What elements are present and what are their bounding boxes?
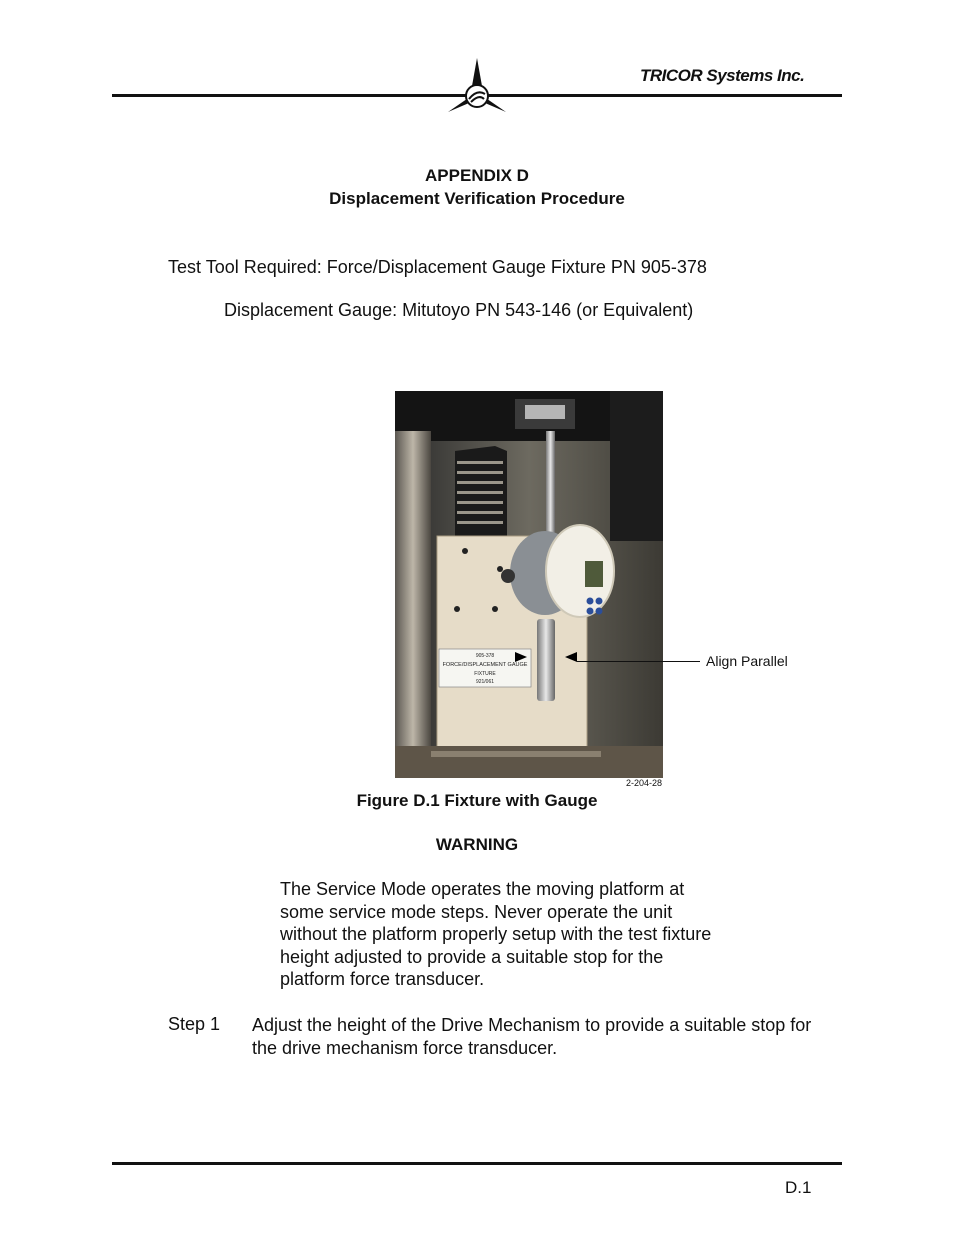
step-label: Step 1 [168,1014,221,1034]
figure-caption: Figure D.1 Fixture with Gauge [356,791,598,810]
displacement-gauge: Displacement Gauge: Mitutoyo PN 543-146 (or Equivalent) [224,300,694,320]
align-parallel-label: Align Parallel [706,653,788,669]
warning-text: The Service Mode operates the moving platform at some service mode steps. Never operate the unit without the platform properly setup with the test fixture height adjusted to provide a suitable stop for the platform force transducer. [280,879,712,990]
plate-line-3: FIXTURE [474,671,496,677]
company-name: TRICOR Systems Inc. [640,66,805,85]
callout-line [577,661,700,662]
photo-id: 2-204-28 [625,778,662,788]
test-tool-required: Test Tool Required: Force/Displacement Gauge Fixture PN 905-378 [168,257,707,277]
company-logo [444,56,510,121]
appendix-subtitle: Displacement Verification Procedure [329,189,625,208]
footer-rule [112,1162,842,1165]
fixture-photo [395,391,663,778]
appendix-title: APPENDIX D [425,166,529,185]
step-text: Adjust the height of the Drive Mechanism to provide a suitable stop for the drive mechanism force transducer. [252,1015,812,1058]
plate-line-4: 921/061 [475,679,495,685]
page-number: D.1 [785,1178,812,1197]
plate-line-2: FORCE/DISPLACEMENT GAUGE [442,662,528,668]
warning-heading: WARNING [435,835,519,854]
plate-line-1: 905-378 [475,653,495,659]
